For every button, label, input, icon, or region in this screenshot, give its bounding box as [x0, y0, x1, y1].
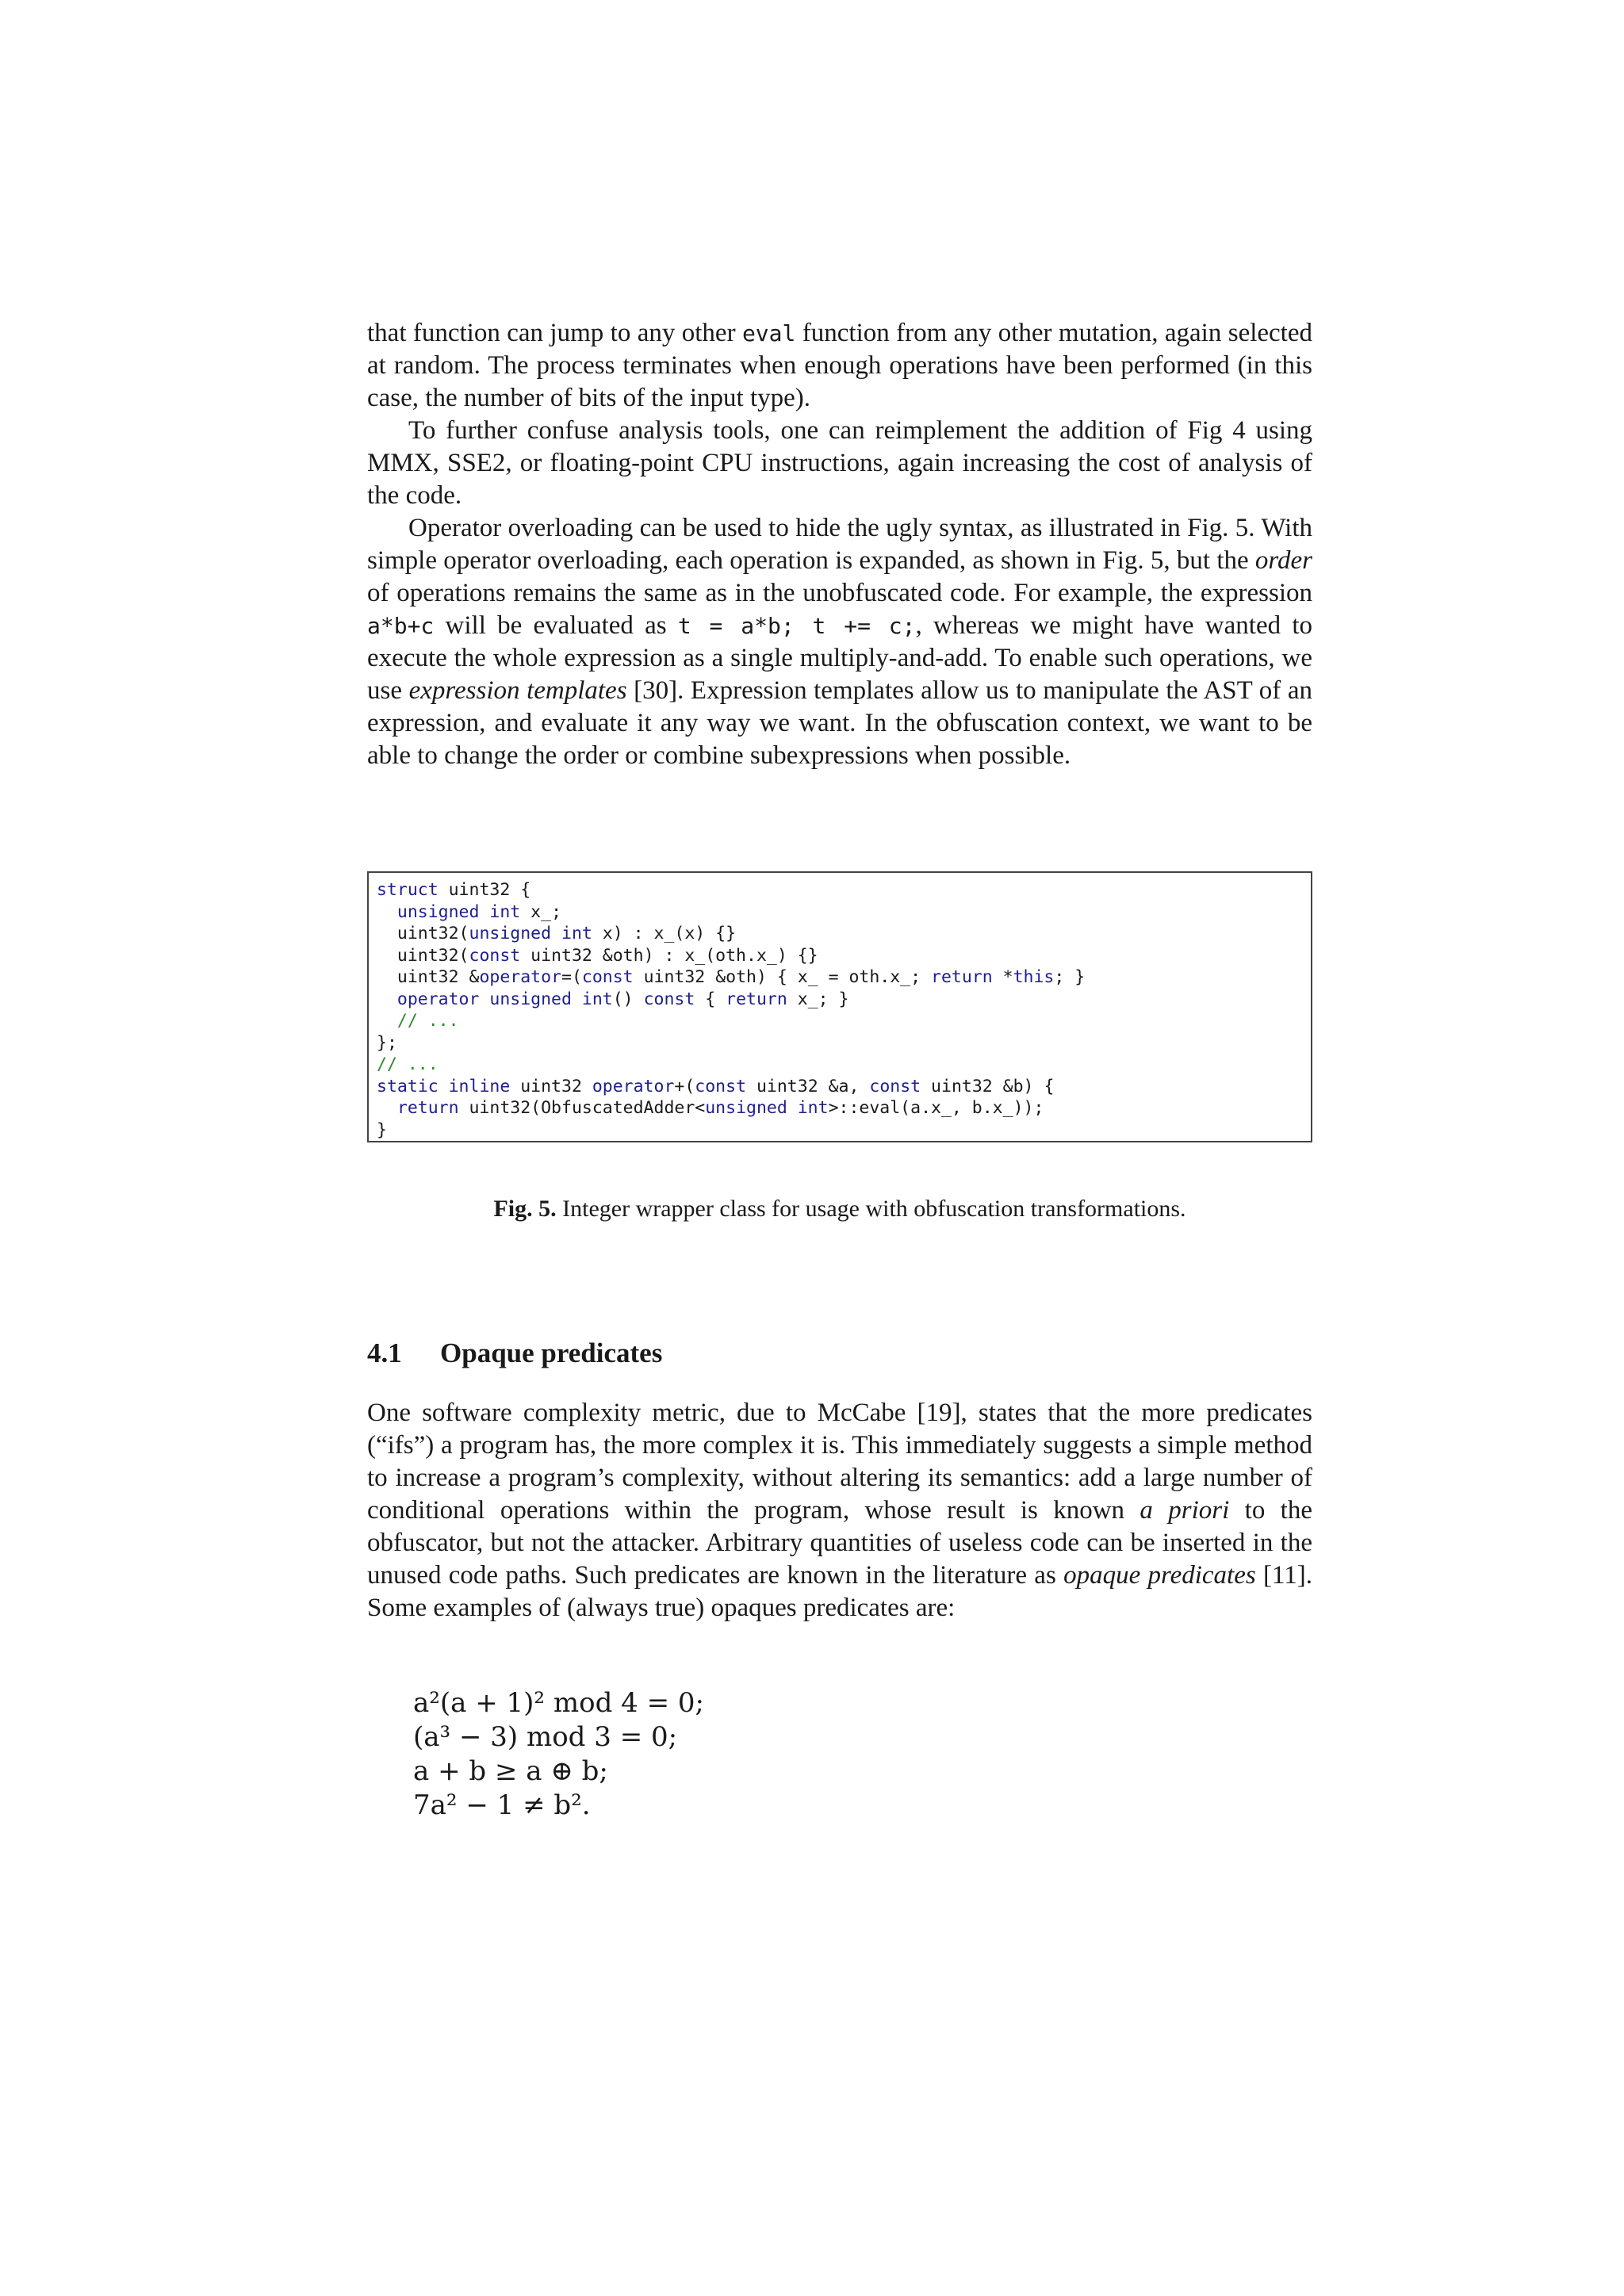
code-line: struct uint32 {: [377, 880, 531, 900]
code-line: uint32 &operator=(const uint32 &oth) { x_ = oth.x_; return *this; }: [377, 967, 1086, 987]
paragraph-2: To further confuse analysis tools, one can reimplement the addition of Fig 4 using MMX, SSE2, or floating-point CPU instructions, again increasing the cost of analysis of the code.: [367, 416, 1312, 510]
predicate-2: (a³ − 3) mod 3 = 0;: [413, 1721, 678, 1753]
inline-code-evaluation: t = a*b; t += c;: [677, 613, 916, 639]
code-listing: [367, 871, 1312, 1142]
paragraph-3-text-e: [30]. Expression templates allow us to manipulate the AST of an expression, and evaluate it any way we want. In the obfuscation context, we want to be able to change the order or combine subexpressions when possible.: [367, 676, 1313, 770]
paragraph-3-text-d: , whereas we might have wanted to execute the whole expression as a single multiply-and-add. To enable such operations, we use: [367, 611, 1312, 705]
emphasis-expression-templates: expression templates: [408, 676, 627, 705]
code-line: unsigned int x_;: [396, 901, 562, 922]
paragraph-4: [367, 1397, 1312, 1624]
code-line: }: [377, 1119, 387, 1140]
code-line: // ...: [396, 1011, 459, 1031]
paragraph-1-text-b: function from any other mutation, again selected at random. The process terminates when enough operations have been performed (in this case, the number of bits of the input type).: [367, 319, 1312, 412]
caption-text: Integer wrapper class for usage with obfuscation transformations.: [556, 1196, 1186, 1222]
inline-code-eval: eval: [741, 320, 796, 346]
predicate-1: a²(a + 1)² mod 4 = 0;: [413, 1687, 704, 1719]
code-line: uint32(unsigned int x) : x_(x) {}: [377, 924, 737, 943]
paragraph-4-text-b: to the obfuscator, but not the attacker. Arbitrary quantities of useless code can be inserted in the unused code paths. Such predicates are known in the literature as: [367, 1496, 1312, 1590]
section-heading: [367, 1337, 662, 1369]
code-line: static inline uint32 operator+(const uint32 &a, const uint32 &b) {: [377, 1076, 1055, 1096]
emphasis-order: order: [1254, 546, 1313, 575]
body-text-top: [367, 317, 1312, 772]
inline-code-expression: a*b+c: [367, 613, 435, 639]
paragraph-4-text-a: One software complexity metric, due to McCabe [19], states that the more predicates (“ifs”) a program has, the more complex it is. This immediately suggests a simple method to increase a program’s complexity, without altering its semantics: add a large number of conditional operations within the program, whose result is known: [367, 1399, 1312, 1525]
emphasis-a-priori: a priori: [1139, 1496, 1230, 1525]
predicate-list: [413, 1686, 704, 1823]
paragraph-4-text-c: [11]. Some examples of (always true) opaques predicates are:: [367, 1561, 1312, 1622]
paragraph-1-text-a: that function can jump to any other: [367, 319, 742, 347]
predicate-3: a + b ≥ a ⊕ b;: [413, 1755, 608, 1787]
code-line: // ...: [377, 1054, 439, 1074]
section-number: 4.1: [367, 1337, 402, 1368]
paragraph-3-text-b: of operations remains the same as in the unobfuscated code. For example, the expression: [367, 579, 1312, 607]
figure-caption: [367, 1194, 1312, 1224]
paragraph-1: [367, 317, 1312, 415]
section-body: [367, 1397, 1312, 1624]
section-title: Opaque predicates: [440, 1337, 663, 1368]
emphasis-opaque-predicates: opaque predicates: [1063, 1561, 1256, 1590]
code-line: };: [377, 1032, 397, 1053]
code-line: return uint32(ObfuscatedAdder<unsigned int>::eval(a.x_, b.x_));: [396, 1098, 1044, 1118]
paragraph-3-text-c: will be evaluated as: [434, 611, 678, 640]
predicate-4: 7a² − 1 ≠ b².: [413, 1789, 591, 1821]
caption-label: Fig. 5.: [493, 1196, 557, 1222]
paragraph-3: [367, 512, 1312, 772]
paragraph-3-text-a: Operator overloading can be used to hide the ugly syntax, as illustrated in Fig. 5. With simple operator overloading, each operation is expanded, as shown in Fig. 5, but the: [367, 514, 1312, 575]
code-line: uint32(const uint32 &oth) : x_(oth.x_) {}: [377, 945, 818, 966]
code-line: operator unsigned int() const { return x_; }: [396, 989, 849, 1009]
